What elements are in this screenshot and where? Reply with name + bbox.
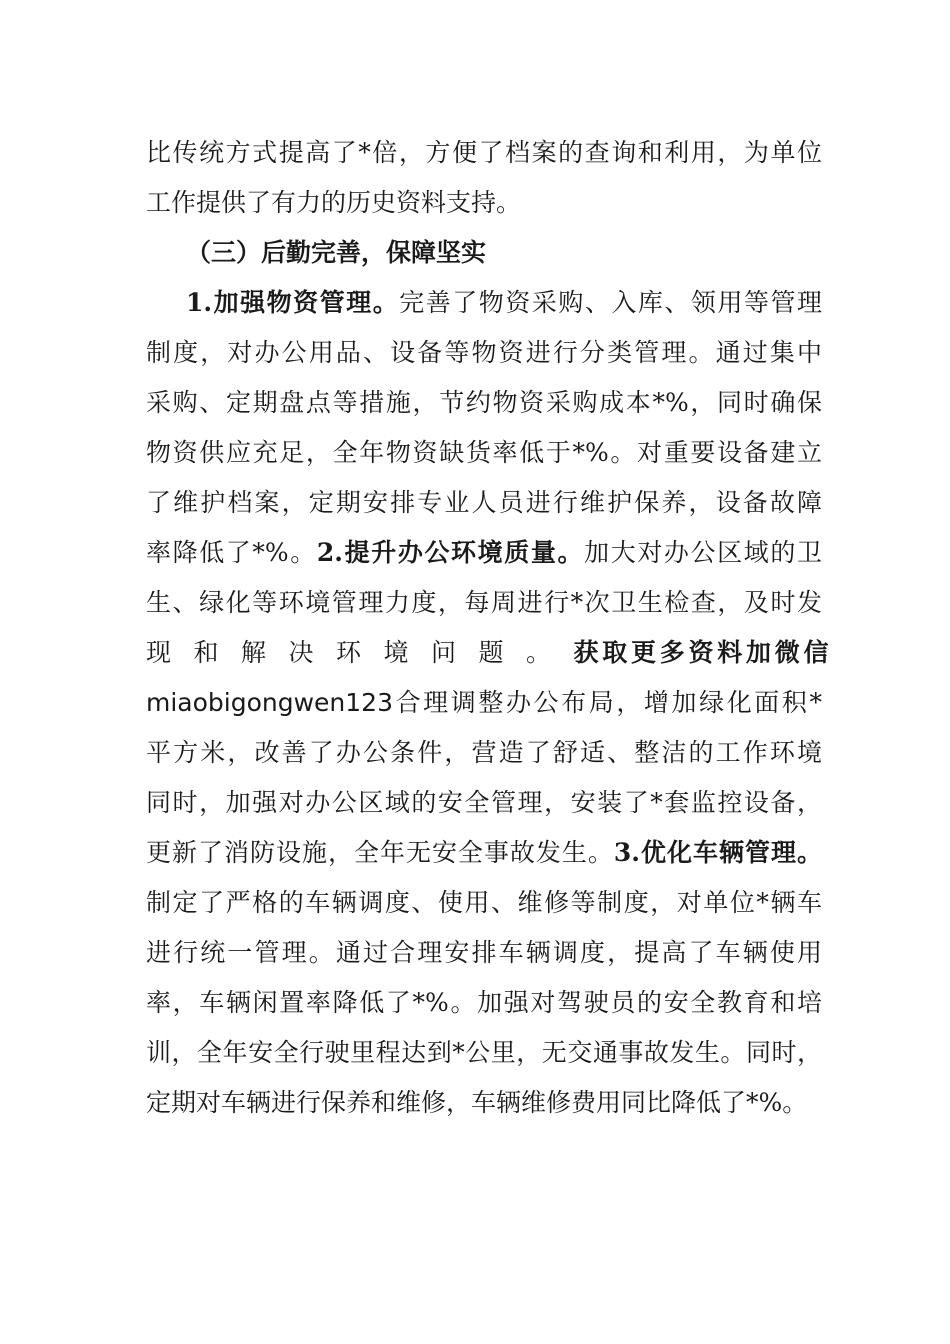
text-line: 比传统方式提高了*倍，方便了档案的查询和利用，为单位 xyxy=(146,138,822,167)
text-line: 制度，对办公用品、设备等物资进行分类管理。通过集中 xyxy=(146,338,822,367)
item-title: 加强物资管理。 xyxy=(212,288,400,317)
text-line: 生、绿化等环境管理力度，每周进行*次卫生检查，及时发 xyxy=(146,588,822,617)
item-number: 3. xyxy=(613,838,641,867)
text-line: 工作提供了有力的历史资料支持。 xyxy=(146,188,522,217)
text-line: 同时，加强对办公区域的安全管理，安装了*套监控设备， xyxy=(146,788,822,817)
paragraph-line xyxy=(186,283,822,323)
item-title: 优化车辆管理。 xyxy=(640,838,822,867)
item-title: 提升办公环境质量。 xyxy=(343,538,585,567)
item-text: 加大对办公区域的卫 xyxy=(584,538,822,567)
text-line xyxy=(146,633,833,673)
ad-wechat-id: miaobigongwen123 xyxy=(146,688,393,717)
text-line xyxy=(146,533,822,573)
text-line: 训，全年安全行驶里程达到*公里，无交通事故发生。同时， xyxy=(146,1038,822,1067)
text-line xyxy=(146,683,822,723)
item-text: 合理调整办公布局，增加绿化面积* xyxy=(393,688,822,717)
item-text: 更新了消防设施，全年无安全事故发生。 xyxy=(146,838,614,867)
section-heading: （三）后勤完善，保障坚实 xyxy=(186,238,487,267)
item-text: 现和解决环境问题。 xyxy=(146,638,574,667)
text-line xyxy=(146,833,822,873)
text-line: 平方米，改善了办公条件，营造了舒适、整洁的工作环境 xyxy=(146,738,822,767)
text-line: 定期对车辆进行保养和维修，车辆维修费用同比降低了*%。 xyxy=(146,1088,808,1117)
text-line: 制定了严格的车辆调度、使用、维修等制度，对单位*辆车 xyxy=(146,888,822,917)
item-text: 率降低了*%。 xyxy=(146,538,317,567)
ad-text: 获取更多资料加微信 xyxy=(573,638,833,667)
item-text: 完善了物资采购、入库、领用等管理 xyxy=(399,288,822,317)
text-line: 进行统一管理。通过合理安排车辆调度，提高了车辆使用 xyxy=(146,938,822,967)
text-line: 率，车辆闲置率降低了*%。加强对驾驶员的安全教育和培 xyxy=(146,988,822,1017)
text-line: 物资供应充足，全年物资缺货率低于*%。对重要设备建立 xyxy=(146,438,822,467)
item-number: 2. xyxy=(316,538,344,567)
text-line: 了维护档案，定期安排专业人员进行维护保养，设备故障 xyxy=(146,488,822,517)
text-line: 采购、定期盘点等措施，节约物资采购成本*%，同时确保 xyxy=(146,388,822,417)
item-number: 1. xyxy=(186,288,213,317)
